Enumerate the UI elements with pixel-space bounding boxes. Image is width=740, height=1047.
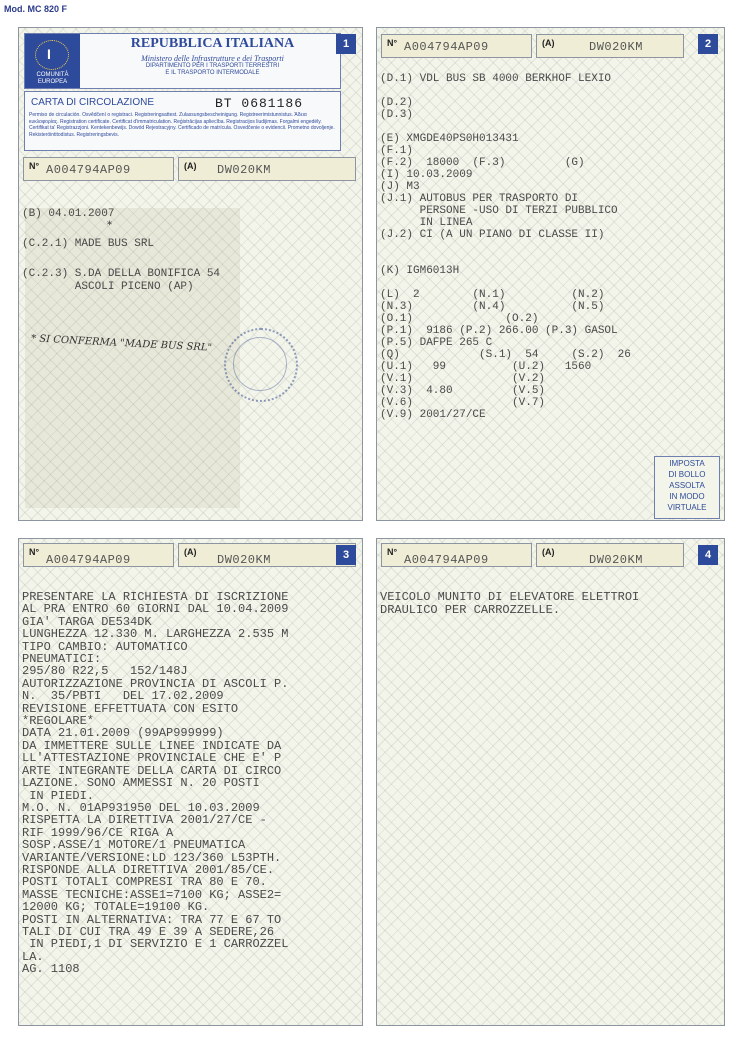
imposta-line: IN MODO bbox=[669, 492, 705, 501]
a-value: DW020KM bbox=[589, 553, 643, 567]
note-line: AL PRA ENTRO 60 GIORNI DAL 10.04.2009 bbox=[22, 602, 289, 617]
carta-title: CARTA DI CIRCOLAZIONE bbox=[31, 97, 154, 108]
data-line: (F.1) bbox=[380, 145, 414, 157]
n-label: N° bbox=[387, 547, 398, 557]
panel-number: 4 bbox=[698, 545, 718, 565]
data-line bbox=[380, 277, 631, 289]
note-line: AUTORIZZAZIONE PROVINCIA DI ASCOLI P. bbox=[22, 676, 289, 691]
imposta-line: DI BOLLO bbox=[668, 470, 706, 479]
note-line: DATA 21.01.2009 (99AP999999) bbox=[22, 726, 224, 741]
data-line: (P.1) 9186 (P.2) 266.00 (P.3) GASOL bbox=[380, 325, 618, 337]
a-field bbox=[536, 34, 684, 58]
note-line: LUNGHEZZA 12.330 M. LARGHEZZA 2.535 M bbox=[22, 627, 289, 642]
data-line: (D.2) bbox=[380, 97, 414, 109]
panel-4 bbox=[376, 538, 725, 1026]
data-line: IN LINEA bbox=[380, 217, 473, 229]
n-value: A004794AP09 bbox=[46, 163, 131, 177]
n-label: N° bbox=[387, 38, 398, 48]
note-line: LA. bbox=[22, 949, 44, 964]
panel-2 bbox=[376, 27, 725, 521]
line-c21: (C.2.1) MADE BUS SRL bbox=[22, 238, 155, 250]
note-line: N. 35/PBTI DEL 17.02.2009 bbox=[22, 689, 224, 704]
note-line: IN PIEDI. bbox=[22, 788, 95, 803]
data-line: (F.2) 18000 (F.3) (G) bbox=[380, 157, 585, 169]
n-field bbox=[23, 543, 174, 567]
data-line: (V.6) (V.7) bbox=[380, 397, 546, 409]
photo-shadow bbox=[25, 208, 240, 508]
panel-number: 2 bbox=[698, 34, 718, 54]
data-line: (D.3) bbox=[380, 109, 414, 121]
data-line bbox=[380, 253, 631, 265]
multilingual-fine-print: Permiso de circulación. Osvědčení o registraci. Registreringsattest. Zulassungsbescheinigung. Registreerimistunnistus. Άδεια κυκλοφορίας. Registration certificate. Certificat d'immatriculation. Reģistrācijas apliecība. Registracijos liudijimas. Forgalmi engedély. Certifikat ta' Registrazzjoni. Kentekenbewijs. Dowód Rejestracyjny. Certificado de matrícula. Osvedčenie o evidencii. Prometno dovoljenje. Rekisteröintitodistus. Registreringsbevis. bbox=[29, 112, 335, 138]
n-value: A004794AP09 bbox=[404, 40, 489, 54]
note-line: TIPO CAMBIO: AUTOMATICO bbox=[22, 639, 188, 654]
line-c23: (C.2.3) S.DA DELLA BONIFICA 54 bbox=[22, 268, 221, 280]
eu-flag-icon bbox=[25, 34, 80, 88]
a-value: DW020KM bbox=[217, 163, 271, 177]
note-line: *REGOLARE* bbox=[22, 714, 95, 729]
panel-number: 1 bbox=[336, 34, 356, 54]
note-line: RISPETTA LA DIRETTIVA 2001/27/CE - bbox=[22, 813, 267, 828]
data-line: (J.2) CI (A UN PIANO DI CLASSE II) bbox=[380, 229, 605, 241]
note-line: SOSP.ASSE/1 MOTORE/1 PNEUMATICA bbox=[22, 838, 246, 853]
stamp-seal-inner bbox=[233, 337, 287, 391]
note-line: TALI DI CUI TRA 49 E 39 A SEDERE,26 bbox=[22, 924, 275, 939]
data-line: (O.1) (O.2) bbox=[380, 313, 539, 325]
data-line: (U.1) 99 (U.2) 1560 bbox=[380, 361, 592, 373]
note-line: LL'ATTESTAZIONE PROVINCIALE CHE E' P bbox=[22, 751, 282, 766]
imposta-line: VIRTUALE bbox=[667, 503, 707, 512]
note-line: 295/80 R22,5 152/148J bbox=[22, 664, 188, 679]
note-line: GIA' TARGA DE534DK bbox=[22, 614, 152, 629]
note-line: IN PIEDI,1 DI SERVIZIO E 1 CARROZZEL bbox=[22, 937, 289, 952]
vehicle-data-list bbox=[380, 73, 631, 421]
carta-circolazione-box bbox=[24, 91, 341, 151]
note-line: RIF 1999/96/CE RIGA A bbox=[22, 825, 174, 840]
note-line: 12000 KG; TOTALE=19100 KG. bbox=[22, 900, 210, 915]
data-line: (L) 2 (N.1) (N.2) bbox=[380, 289, 605, 301]
n-value: A004794AP09 bbox=[404, 553, 489, 567]
note-line: REVISIONE EFFETTUATA CON ESITO bbox=[22, 701, 239, 716]
data-line bbox=[380, 121, 631, 133]
note-line: RISPONDE ALLA DIRETTIVA 2001/85/CE. bbox=[22, 862, 275, 877]
data-line: (J.1) AUTOBUS PER TRASPORTO DI bbox=[380, 193, 579, 205]
a-field bbox=[178, 157, 356, 181]
data-line: (Q) (S.1) 54 (S.2) 26 bbox=[380, 349, 631, 361]
n-field bbox=[381, 543, 532, 567]
panel-number: 3 bbox=[336, 545, 356, 565]
notes-list bbox=[380, 591, 639, 617]
note-line: DRAULICO PER CARROZZELLE. bbox=[380, 603, 561, 617]
n-field bbox=[381, 34, 532, 58]
note-line: LAZIONE. SONO AMMESSI N. 20 POSTI bbox=[22, 776, 260, 791]
country-letter: I bbox=[47, 46, 51, 62]
n-label: N° bbox=[29, 161, 40, 171]
department-line-1: DIPARTIMENTO PER I TRASPORTI TERRESTRI bbox=[145, 63, 280, 69]
data-line: (E) XMGDE40PS0H013431 bbox=[380, 133, 519, 145]
data-line: PERSONE -USO DI TERZI PUBBLICO bbox=[380, 205, 618, 217]
data-line: (V.1) (V.2) bbox=[380, 373, 546, 385]
panel-3 bbox=[18, 538, 363, 1026]
data-line: (I) 10.03.2009 bbox=[380, 169, 473, 181]
republic-header bbox=[24, 33, 341, 89]
note-line: DA IMMETTERE SULLE LINEE INDICATE DA bbox=[22, 738, 282, 753]
data-line bbox=[380, 241, 631, 253]
data-line: (J) M3 bbox=[380, 181, 420, 193]
data-line: (V.9) 2001/27/CE bbox=[380, 409, 486, 421]
a-value: DW020KM bbox=[589, 40, 643, 54]
note-line: POSTI IN ALTERNATIVA: TRA 77 E 67 TO bbox=[22, 912, 282, 927]
a-field bbox=[178, 543, 356, 567]
data-line: (N.3) (N.4) (N.5) bbox=[380, 301, 605, 313]
data-line: (V.3) 4.80 (V.5) bbox=[380, 385, 546, 397]
note-line: AG. 1108 bbox=[22, 962, 80, 977]
n-label: N° bbox=[29, 547, 40, 557]
eu-label: COMUNITÀ EUROPEA bbox=[36, 72, 69, 85]
data-line bbox=[380, 85, 631, 97]
ministry-name: Ministero delle Infrastrutture e dei Trasporti bbox=[141, 54, 284, 63]
note-line: PRESENTARE LA RICHIESTA DI ISCRIZIONE bbox=[22, 590, 289, 604]
a-label: (A) bbox=[542, 547, 555, 557]
a-value: DW020KM bbox=[217, 553, 271, 567]
a-label: (A) bbox=[184, 161, 197, 171]
panel-1 bbox=[18, 27, 363, 521]
note-line: ARTE INTEGRANTE DELLA CARTA DI CIRCO bbox=[22, 763, 282, 778]
data-line: (D.1) VDL BUS SB 4000 BERKHOF LEXIO bbox=[380, 73, 612, 85]
line-b: (B) 04.01.2007 bbox=[22, 208, 115, 220]
form-model-label: Mod. MC 820 F bbox=[4, 4, 68, 14]
notes-list bbox=[22, 591, 288, 976]
a-field bbox=[536, 543, 684, 567]
n-field bbox=[23, 157, 174, 181]
imposta-bollo-box bbox=[654, 456, 720, 519]
note-line: PNEUMATICI: bbox=[22, 652, 102, 667]
note-line: VARIANTE/VERSIONE:LD 123/360 L53PTH. bbox=[22, 850, 282, 865]
a-label: (A) bbox=[184, 547, 197, 557]
handwritten-note: * SI CONFERMA "MADE BUS SRL" bbox=[30, 333, 213, 354]
note-line: VEICOLO MUNITO DI ELEVATORE ELETTROI bbox=[380, 590, 640, 604]
carta-number: BT 0681186 bbox=[215, 96, 304, 111]
hand-mark: * bbox=[107, 220, 112, 231]
line-c23-city: ASCOLI PICENO (AP) bbox=[22, 281, 194, 293]
note-line: POSTI TOTALI COMPRESI TRA 80 E 70. bbox=[22, 875, 267, 890]
a-label: (A) bbox=[542, 38, 555, 48]
data-line: (P.5) DAFPE 265 C bbox=[380, 337, 493, 349]
n-value: A004794AP09 bbox=[46, 553, 131, 567]
imposta-line: ASSOLTA bbox=[669, 481, 705, 490]
note-line: MASSE TECNICHE:ASSE1=7100 KG; ASSE2= bbox=[22, 887, 282, 902]
republic-title: REPUBBLICA ITALIANA bbox=[130, 36, 295, 51]
note-line: M.O. N. 01AP931950 DEL 10.03.2009 bbox=[22, 800, 260, 815]
imposta-line: IMPOSTA bbox=[669, 459, 705, 468]
department-line-2: E IL TRASPORTO INTERMODALE bbox=[165, 70, 260, 76]
data-line: (K) IGM6013H bbox=[380, 265, 460, 277]
